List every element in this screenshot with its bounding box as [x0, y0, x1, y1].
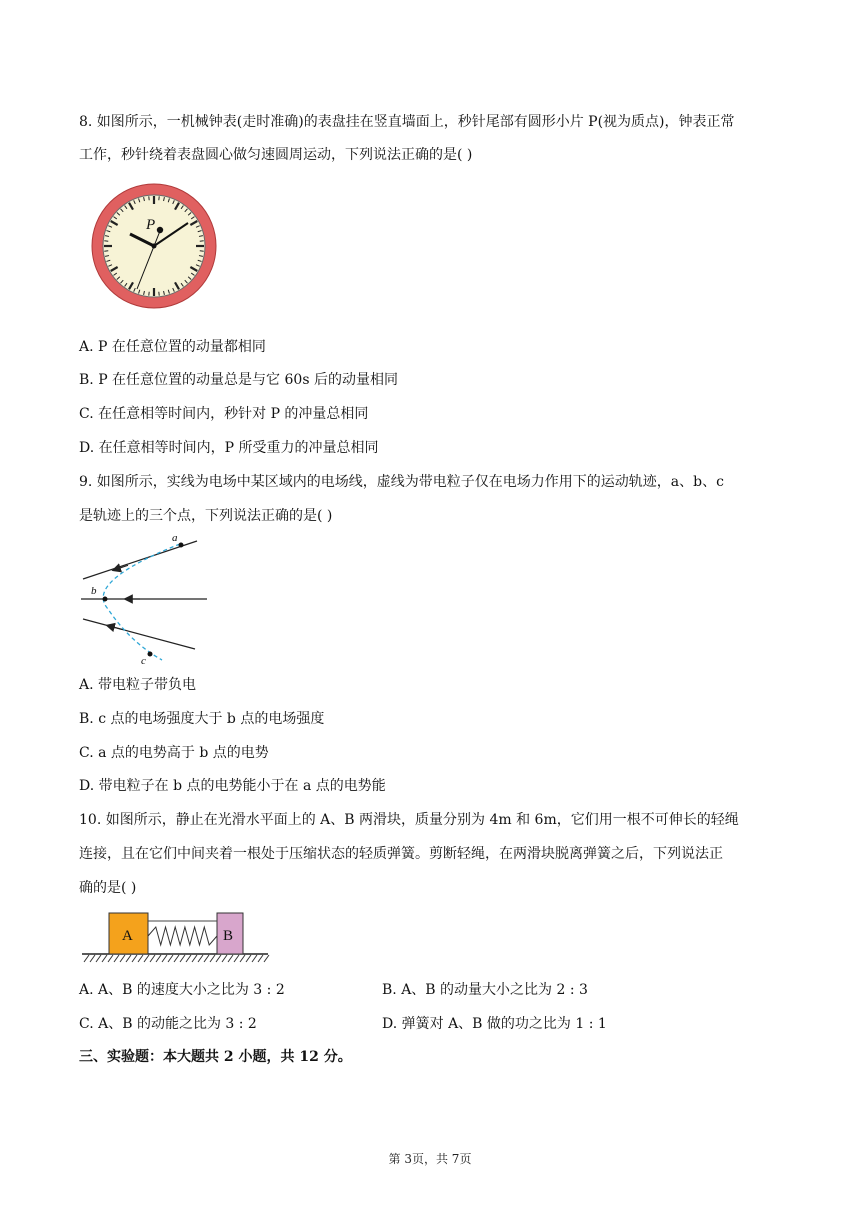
field-lines-figure — [80, 530, 212, 668]
hatch-mark — [174, 955, 179, 962]
hatch-mark — [210, 955, 215, 962]
hatch-mark — [240, 955, 245, 962]
q10-option-d: D. 弹簧对 A、B 做的功之比为 1 : 1 — [382, 1016, 607, 1032]
q8-option-d: D. 在任意相等时间内，P 所受重力的冲量总相同 — [79, 440, 379, 456]
q9-stem-line2: 是轨迹上的三个点，下列说法正确的是( ) — [79, 508, 333, 524]
q10-option-a: A. A、B 的速度大小之比为 3 : 2 — [79, 982, 285, 998]
section-heading: 三、实验题：本大题共 2 小题，共 12 分。 — [79, 1049, 352, 1065]
hatch-mark — [138, 955, 143, 962]
hatch-mark — [252, 955, 257, 962]
hatch-mark — [150, 955, 155, 962]
hatch-mark — [186, 955, 191, 962]
hatch-mark — [102, 955, 107, 962]
hatch-mark — [168, 955, 173, 962]
hatch-mark — [180, 955, 185, 962]
q8-option-a: A. P 在任意位置的动量都相同 — [79, 339, 266, 355]
q8-option-b: B. P 在任意位置的动量总是与它 60s 后的动量相同 — [79, 372, 398, 388]
hatch-mark — [216, 955, 221, 962]
point-b — [103, 597, 108, 602]
hatch-mark — [204, 955, 209, 962]
hatch-mark — [114, 955, 119, 962]
q10-stem-line3: 确的是( ) — [79, 880, 137, 896]
q9-option-a: A. 带电粒子带负电 — [79, 677, 197, 693]
q9-option-c: C. a 点的电势高于 b 点的电势 — [79, 745, 269, 761]
hatch-mark — [156, 955, 161, 962]
hatch-mark — [120, 955, 125, 962]
q9-option-d: D. 带电粒子在 b 点的电势能小于在 a 点的电势能 — [79, 778, 386, 794]
clock-figure — [88, 183, 220, 311]
hatch-mark — [264, 955, 269, 962]
blocks-spring-figure — [80, 908, 272, 968]
hatch-mark — [246, 955, 251, 962]
block-a-label: A — [122, 928, 133, 944]
trajectory-dashed — [103, 544, 180, 660]
block-b-label: B — [223, 928, 234, 944]
hatch-mark — [228, 955, 233, 962]
hatch-mark — [198, 955, 203, 962]
hatch-mark — [90, 955, 95, 962]
q8-stem-line2: 工作，秒针绕着表盘圆心做匀速圆周运动，下列说法正确的是( ) — [79, 147, 473, 163]
q9-option-b: B. c 点的电场强度大于 b 点的电场强度 — [79, 711, 325, 727]
q8-stem-line1: 8. 如图所示，一机械钟表(走时准确)的表盘挂在竖直墙面上，秒针尾部有圆形小片 P(视为质点)，钟表正常 — [79, 114, 735, 130]
label-c: c — [141, 655, 146, 667]
q9-stem-line1: 9. 如图所示，实线为电场中某区域内的电场线，虚线为带电粒子仅在电场力作用下的运动轨迹，a、b、c — [79, 474, 724, 490]
hatch-mark — [258, 955, 263, 962]
q10-option-b: B. A、B 的动量大小之比为 2 : 3 — [382, 982, 588, 998]
q10-stem-line2: 连接，且在它们中间夹着一根处于压缩状态的轻质弹簧。剪断轻绳，在两滑块脱离弹簧之后，下列说法正 — [79, 846, 723, 862]
label-a: a — [172, 532, 178, 544]
hatch-mark — [234, 955, 239, 962]
q10-stem-line1: 10. 如图所示，静止在光滑水平面上的 A、B 两滑块，质量分别为 4m 和 6m，它们用一根不可伸长的轻绳 — [79, 812, 739, 828]
point-c — [148, 652, 153, 657]
p-label: P — [146, 217, 156, 233]
hatch-mark — [162, 955, 167, 962]
hatch-mark — [108, 955, 113, 962]
page-footer: 第 3页，共 7页 — [388, 1152, 472, 1166]
hatch-mark — [132, 955, 137, 962]
hatch-mark — [192, 955, 197, 962]
hatch-mark — [84, 955, 89, 962]
disc-p — [157, 227, 163, 233]
spring — [148, 927, 217, 945]
hatch-mark — [222, 955, 227, 962]
label-b: b — [91, 585, 97, 597]
point-a — [179, 543, 184, 548]
hatch-mark — [96, 955, 101, 962]
clock-center — [152, 244, 157, 249]
hatch-mark — [144, 955, 149, 962]
q8-option-c: C. 在任意相等时间内，秒针对 P 的冲量总相同 — [79, 406, 369, 422]
ground-hatch — [84, 955, 269, 962]
q10-option-c: C. A、B 的动能之比为 3 : 2 — [79, 1016, 257, 1032]
hatch-mark — [126, 955, 131, 962]
